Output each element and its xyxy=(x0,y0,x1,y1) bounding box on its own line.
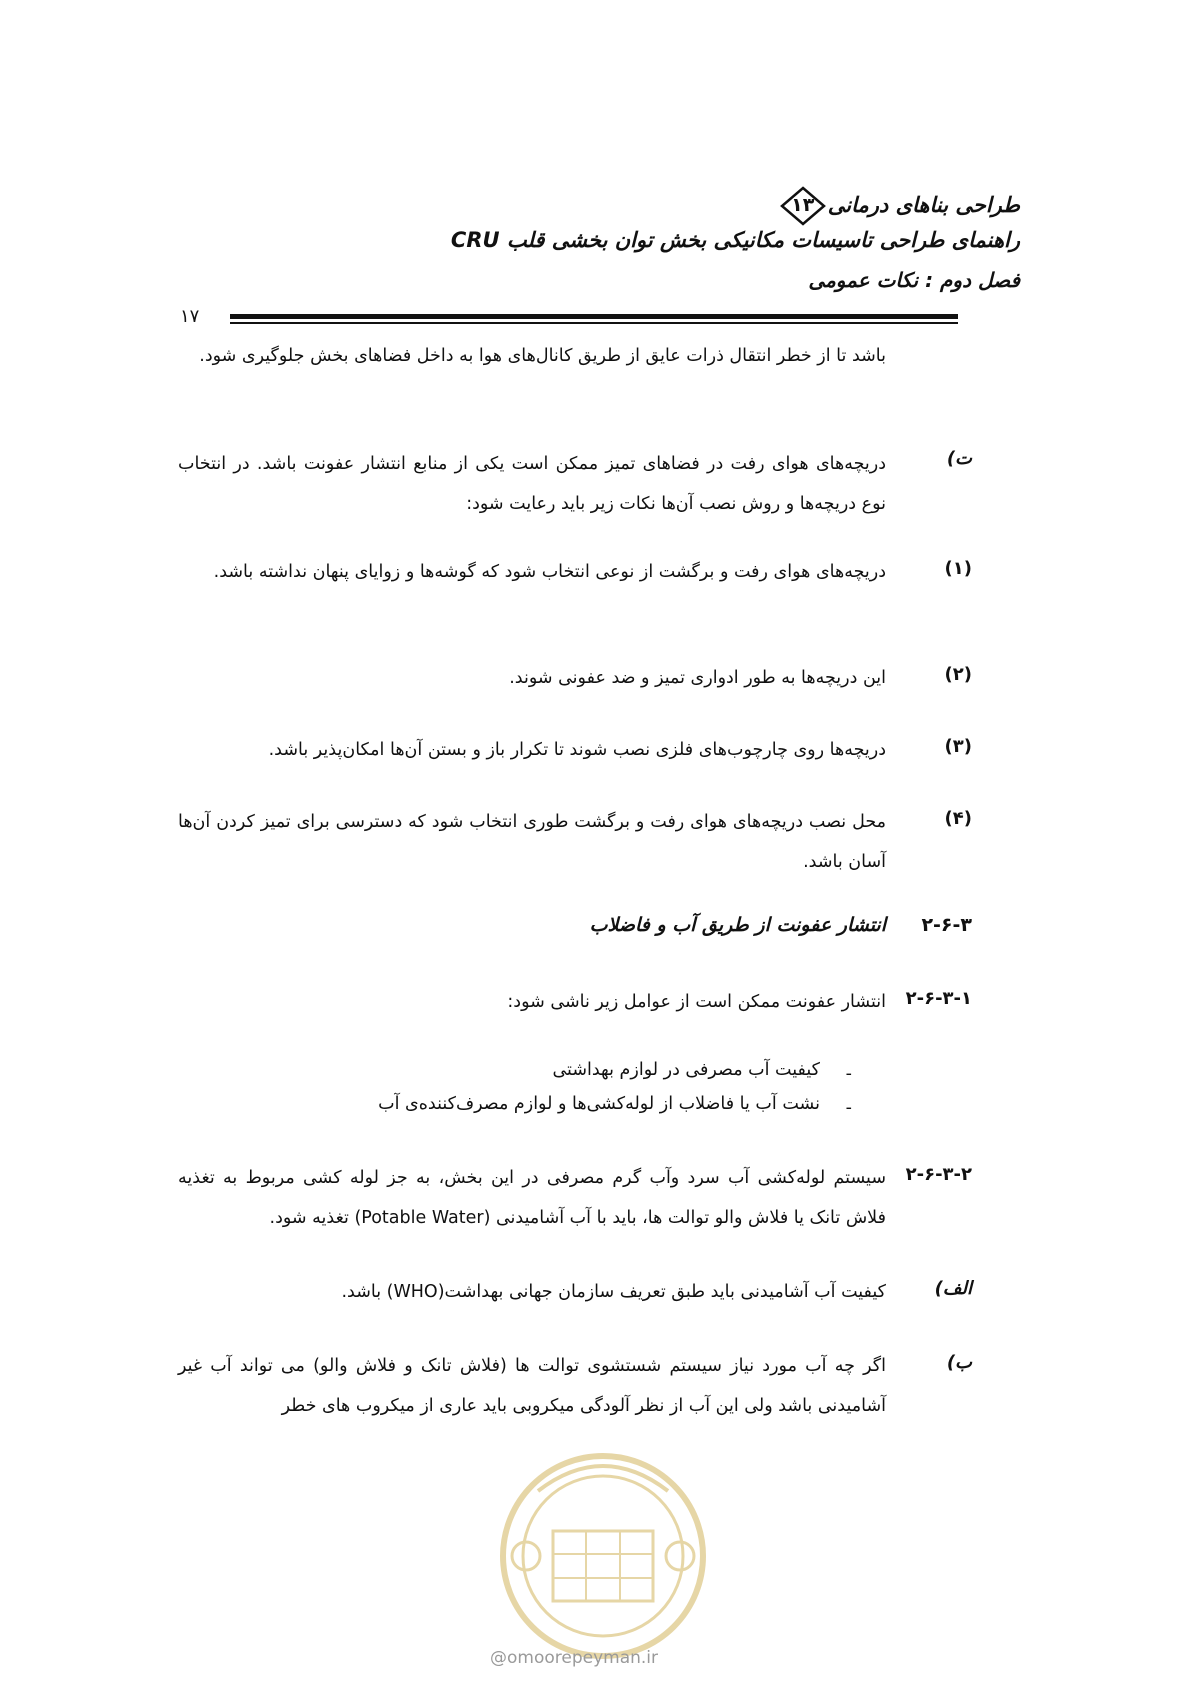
item-1-marker: (۱) xyxy=(944,558,972,579)
chapter-badge xyxy=(780,186,826,226)
watermark-logo xyxy=(468,1436,738,1662)
sub-1-number: ۲-۶-۳-۱ xyxy=(905,988,972,1009)
item-te-marker: ت) xyxy=(946,448,972,469)
watermark-site: omoorepeyman.ir xyxy=(507,1648,659,1668)
item-3-text: دریچه‌ها روی چارچوب‌های فلزی نصب شوند تا تکرار باز و بستن آن‌ها امکان‌پذیر باشد. xyxy=(268,740,886,760)
header-chapter: فصل دوم : نکات عمومی xyxy=(808,268,1020,292)
section-title: انتشار عفونت از طریق آب و فاضلاب xyxy=(589,914,886,936)
item-4-text: محل نصب دریچه‌های هوای رفت و برگشت طوری انتخاب شود که دسترسی برای تمیز کردن آن‌ها آسان باشد. xyxy=(178,812,886,872)
sub-2-text: سیستم لوله‌کشی آب سرد وآب گرم مصرفی در این بخش، به جز لوله کشی مربوط به تغذیه فلاش تانک یا فلاش والو توالت ها، باید با آب آشامیدنی (Potable Water) تغذیه شود. xyxy=(178,1168,886,1228)
header-rule-thin xyxy=(230,322,958,324)
item-4-marker: (۴) xyxy=(944,808,972,829)
bullet-dash: - xyxy=(845,1098,852,1118)
item-alef-marker: الف) xyxy=(934,1278,972,1299)
chapter-badge-number: ۱۳ xyxy=(791,194,815,216)
bullet-item: کیفیت آب مصرفی در لوازم بهداشتی xyxy=(552,1060,820,1080)
sub-1-text: انتشار عفونت ممکن است از عوامل زیر ناشی شود: xyxy=(507,992,886,1012)
item-1-text: دریچه‌های هوای رفت و برگشت از نوعی انتخاب شود که گوشه‌ها و زوایای پنهان نداشته باشد. xyxy=(213,562,886,582)
bullet-dash: - xyxy=(845,1064,852,1084)
intro-paragraph: باشد تا از خطر انتقال ذرات عایق از طریق کانال‌های هوا به داخل فضاهای بخش جلوگیری شود. xyxy=(199,346,886,366)
header-title-line xyxy=(780,186,1020,226)
item-2-text: این دریچه‌ها به طور ادواری تمیز و ضد عفونی شوند. xyxy=(509,668,886,688)
bullet-item: نشت آب یا فاضلاب از لوله‌کشی‌ها و لوازم مصرف‌کننده‌ی آب xyxy=(378,1094,820,1114)
at-icon: @ xyxy=(490,1648,507,1668)
item-be-marker: ب) xyxy=(946,1352,972,1373)
header-title: طراحی بناهای درمانی xyxy=(827,193,1020,217)
header-subtitle: راهنمای طراحی تاسیسات مکانیکی بخش توان بخشی قلب CRU xyxy=(450,228,1020,252)
sub-2-number: ۲-۶-۳-۲ xyxy=(905,1164,972,1185)
item-te-text: دریچه‌های هوای رفت در فضاهای تمیز ممکن است یکی از منابع انتشار عفونت باشد. در انتخاب نوع دریچه‌ها و روش نصب آن‌ها نکات زیر باید رعایت شود: xyxy=(178,454,886,514)
item-3-marker: (۳) xyxy=(944,736,972,757)
item-2-marker: (۲) xyxy=(944,664,972,685)
header-rule-thick xyxy=(230,314,958,319)
watermark-url xyxy=(490,1648,658,1668)
item-alef-text: کیفیت آب آشامیدنی باید طبق تعریف سازمان جهانی بهداشت(WHO) باشد. xyxy=(341,1282,886,1302)
item-be-text: اگر چه آب مورد نیاز سیستم شستشوی توالت ها (فلاش تانک و فلاش والو) می تواند آب غیر آشامیدنی باشد ولی این آب از نظر آلودگی میکروبی باید عاری از میکروب های خطر xyxy=(178,1356,886,1416)
section-number: ۲-۶-۳ xyxy=(921,914,972,936)
page-number: ۱۷ xyxy=(180,306,200,327)
